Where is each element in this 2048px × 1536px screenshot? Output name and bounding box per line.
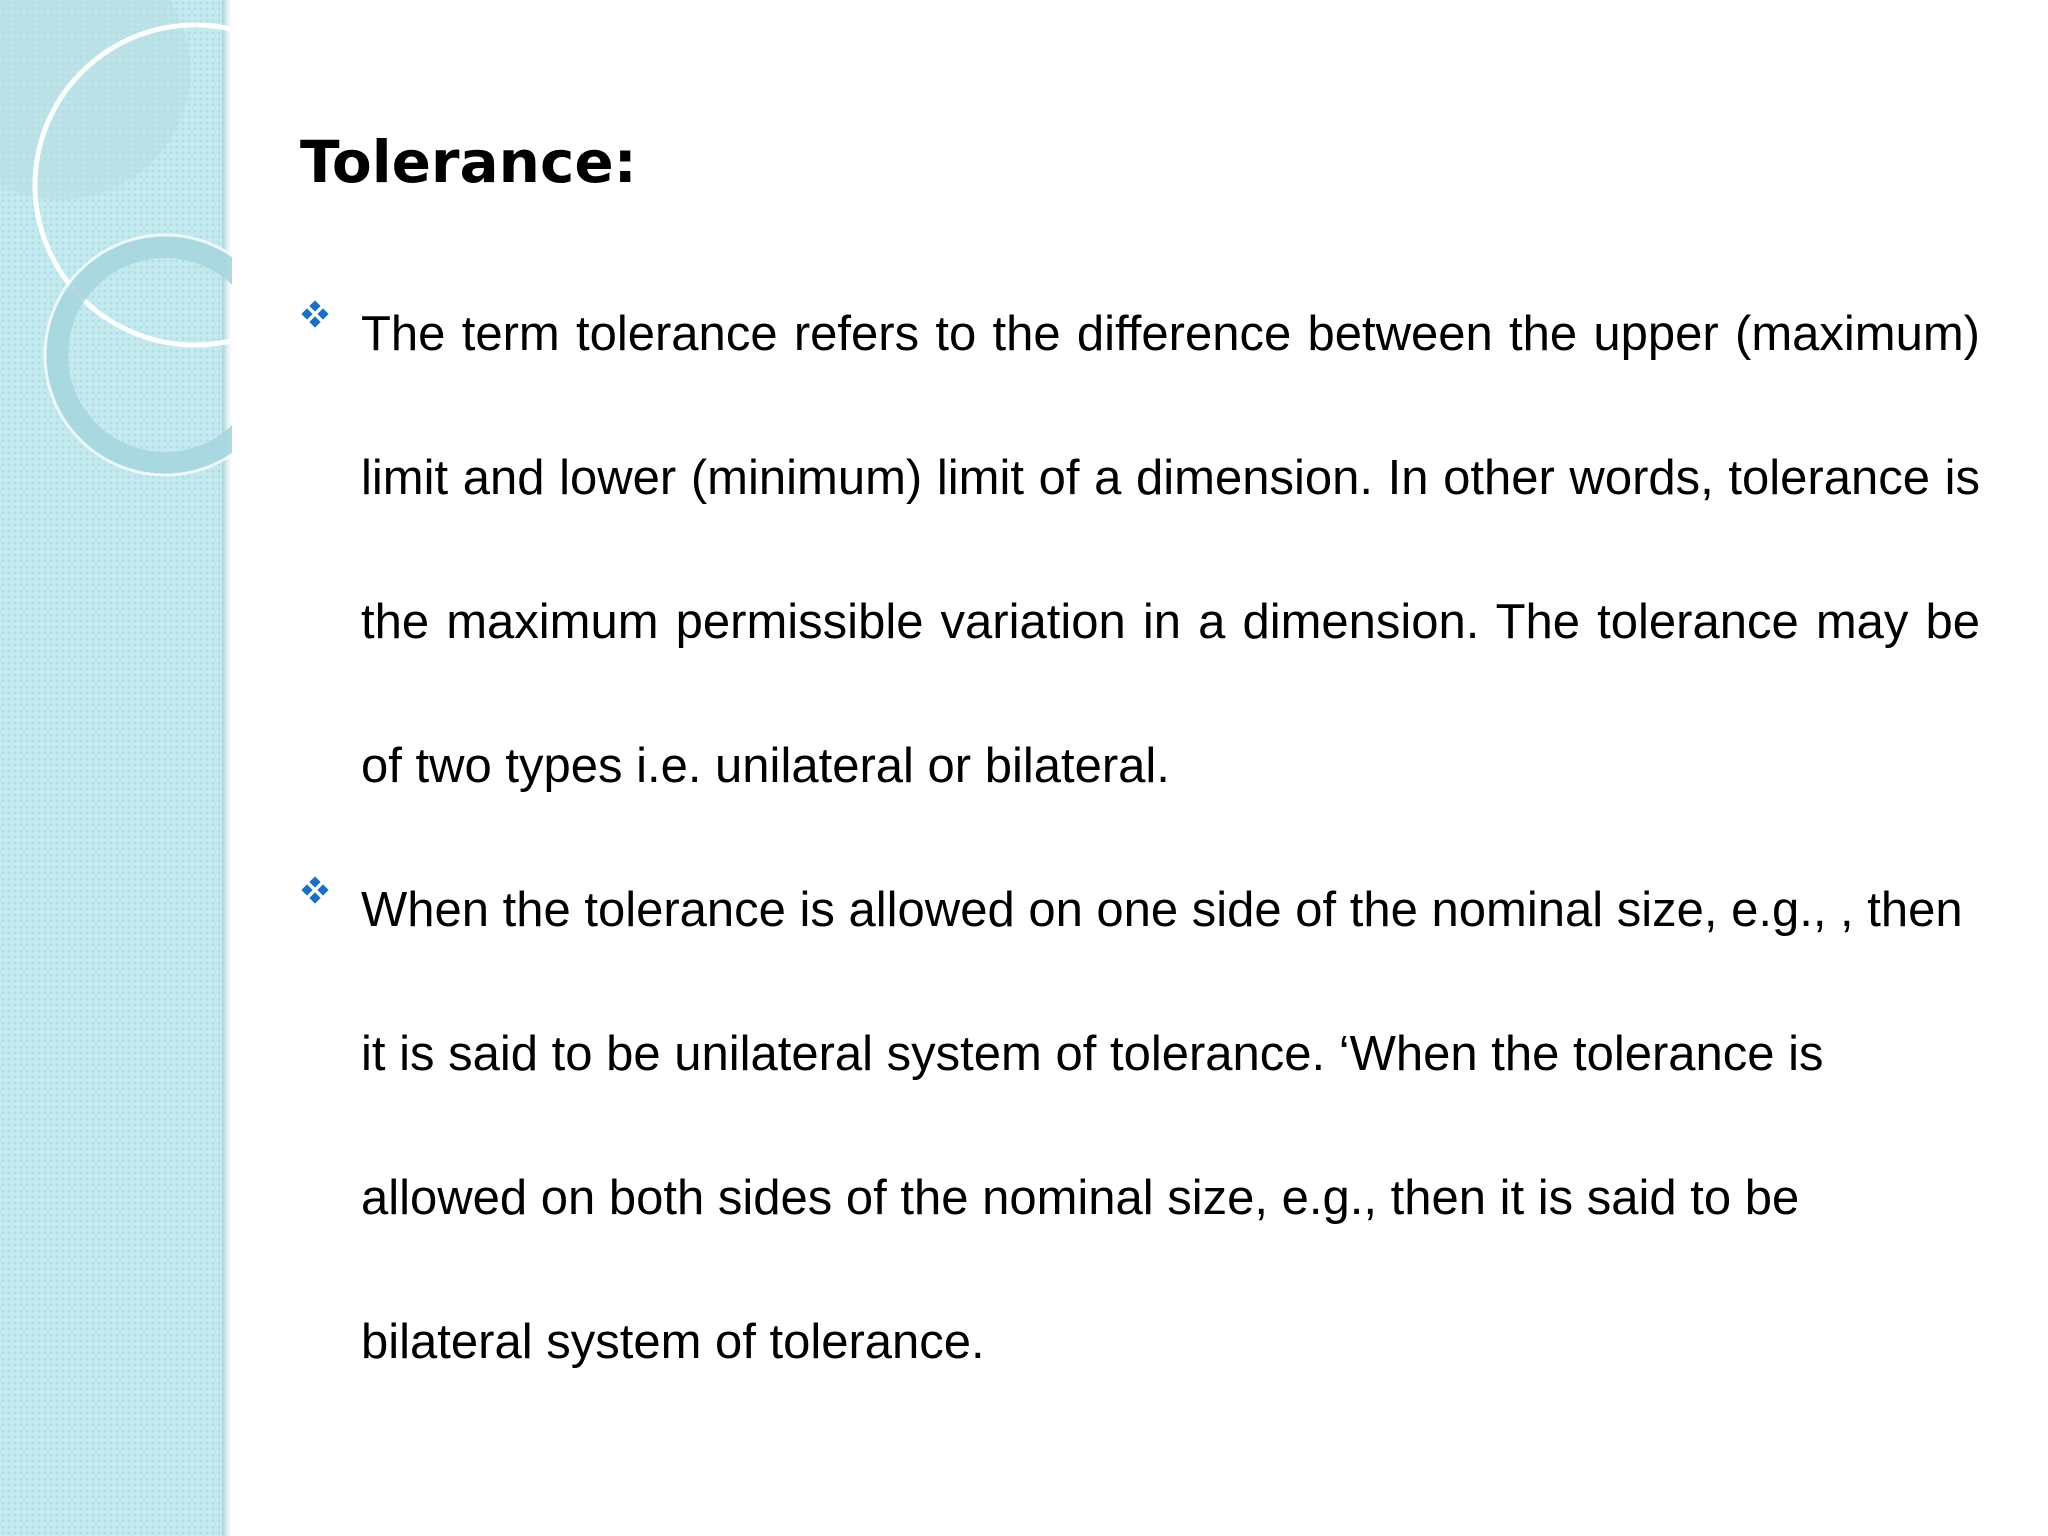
diamond-bullet-icon — [300, 300, 330, 330]
diamond-bullet-icon — [300, 876, 330, 906]
decorative-circles-graphic — [0, 0, 232, 520]
bullet-item-definition — [300, 262, 1980, 838]
bullet-text: When the tolerance is allowed on one side of the nominal size, e.g., , then it is said to be unilateral system of tolerance. ‘When the tolerance is allowed on both sides of the nominal size, e.g., then it is said to be bilateral system of tolerance. — [361, 883, 1963, 1369]
bullet-text: The term tolerance refers to the difference between the upper (maximum) limit and lower (minimum) limit of a dimension. In other words, tolerance is the maximum permissible variation in a dimension. The tolerance may be of two types i.e. unilateral or bilateral. — [361, 307, 1980, 793]
bullet-list — [300, 262, 1980, 1414]
bullet-item-unilateral-bilateral — [300, 838, 1980, 1414]
slide-title: Tolerance: — [300, 128, 637, 196]
